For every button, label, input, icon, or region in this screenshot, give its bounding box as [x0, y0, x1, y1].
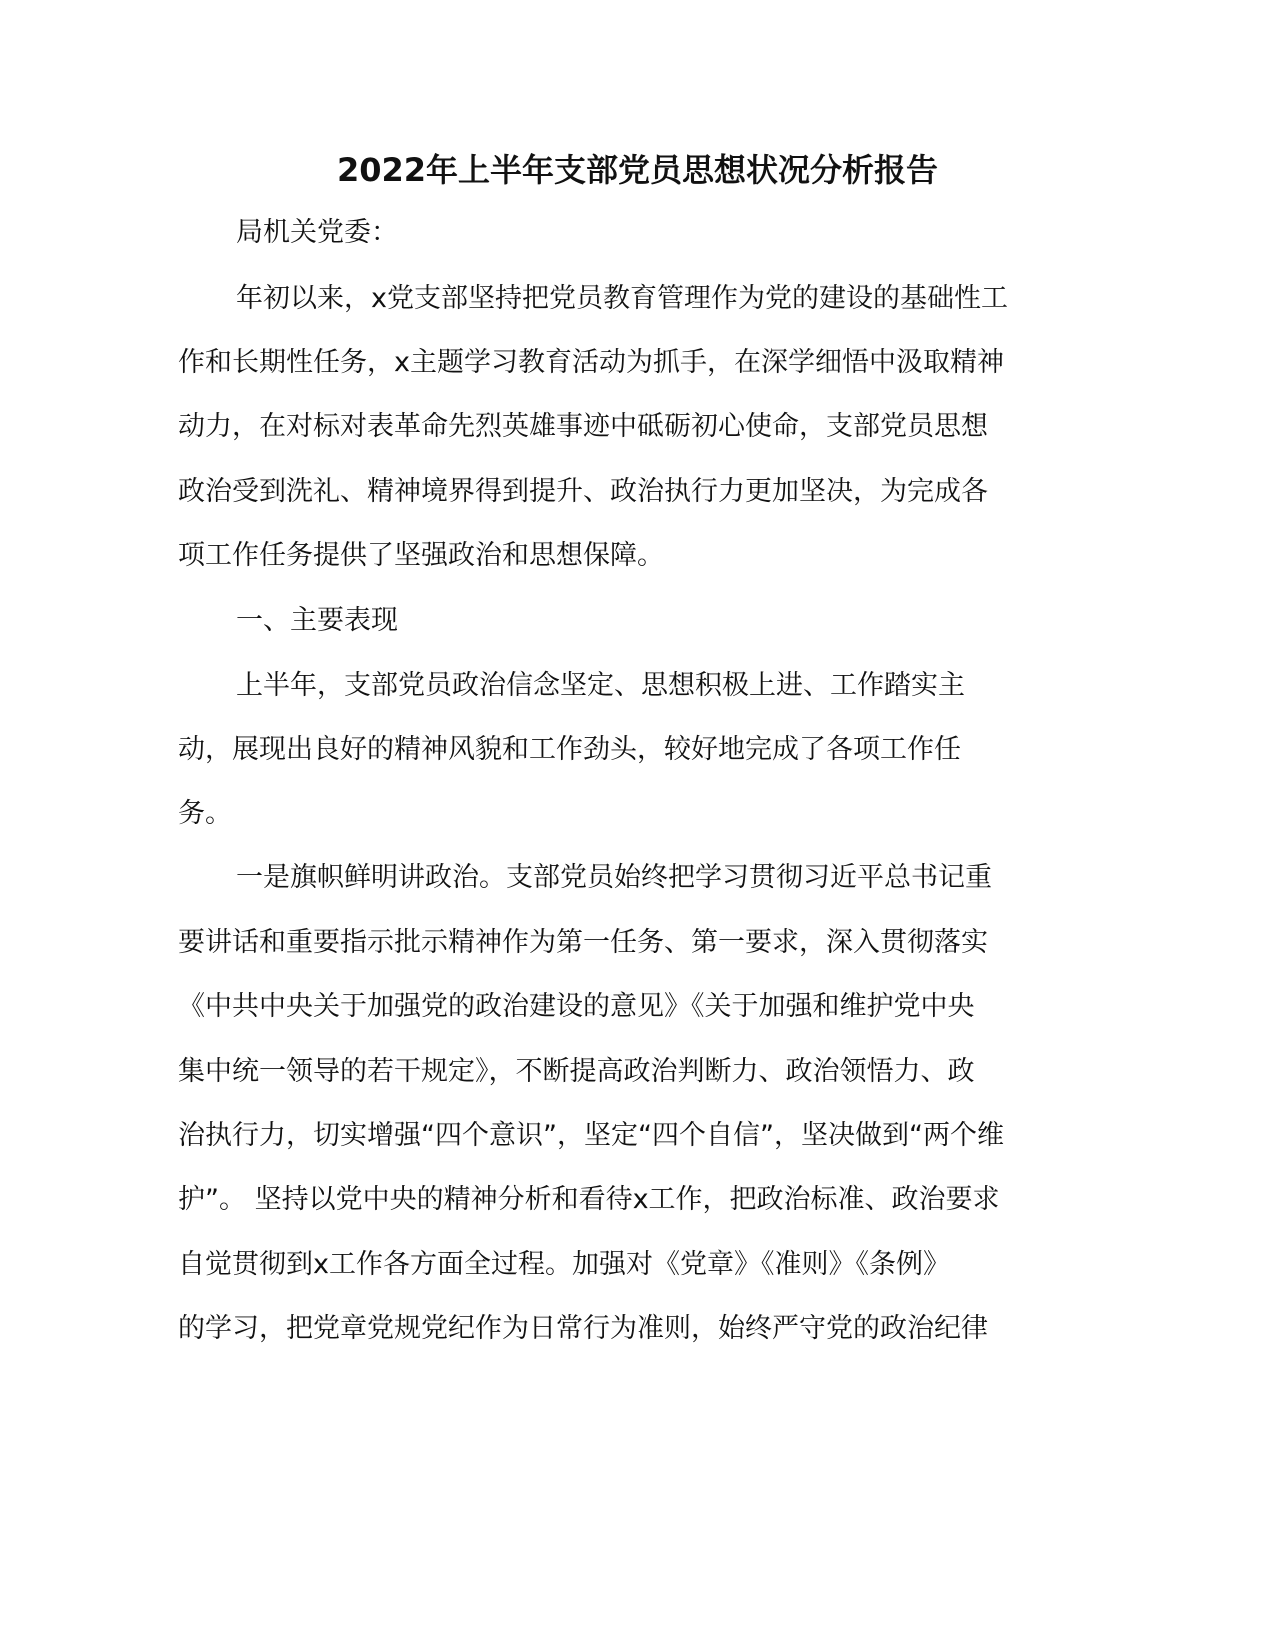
point-one-line: 《中共中央关于加强党的政治建设的意见》《关于加强和维护党中央 [178, 991, 975, 1022]
intro-line: 动力，在对标对表革命先烈英雄事迹中砥砺初心使命，支部党员思想 [178, 411, 988, 442]
point-one-line: 自觉贯彻到x工作各方面全过程。加强对《党章》《准则》《条例》 [178, 1249, 950, 1280]
point-one-line: 治执行力，切实增强“四个意识”，坚定“四个自信”，坚决做到“两个维 [178, 1120, 1004, 1151]
point-one-line: 的学习，把党章党规党纪作为日常行为准则，始终严守党的政治纪律 [178, 1313, 988, 1344]
intro-line: 项工作任务提供了坚强政治和思想保障。 [178, 540, 664, 571]
summary-line: 动，展现出良好的精神风貌和工作劲头，较好地完成了各项工作任 [178, 734, 961, 765]
salutation: 局机关党委： [236, 217, 398, 248]
intro-line: 年初以来，x党支部坚持把党员教育管理作为党的建设的基础性工 [236, 283, 1008, 314]
summary-line: 务。 [178, 798, 232, 829]
intro-line: 作和长期性任务，x主题学习教育活动为抓手，在深学细悟中汲取精神 [178, 347, 1004, 378]
document-title: 2022年上半年支部党员思想状况分析报告 [336, 151, 939, 189]
section-heading: 一、主要表现 [236, 605, 398, 636]
summary-line: 上半年，支部党员政治信念坚定、思想积极上进、工作踏实主 [236, 670, 965, 701]
point-one-line: 一是旗帜鲜明讲政治。支部党员始终把学习贯彻习近平总书记重 [236, 862, 992, 893]
intro-line: 政治受到洗礼、精神境界得到提升、政治执行力更加坚决，为完成各 [178, 476, 988, 507]
point-one-line: 要讲话和重要指示批示精神作为第一任务、第一要求，深入贯彻落实 [178, 927, 988, 958]
point-one-line: 集中统一领导的若干规定》，不断提高政治判断力、政治领悟力、政 [178, 1056, 975, 1087]
point-one-line: 护”。 坚持以党中央的精神分析和看待x工作，把政治标准、政治要求 [178, 1184, 1000, 1215]
